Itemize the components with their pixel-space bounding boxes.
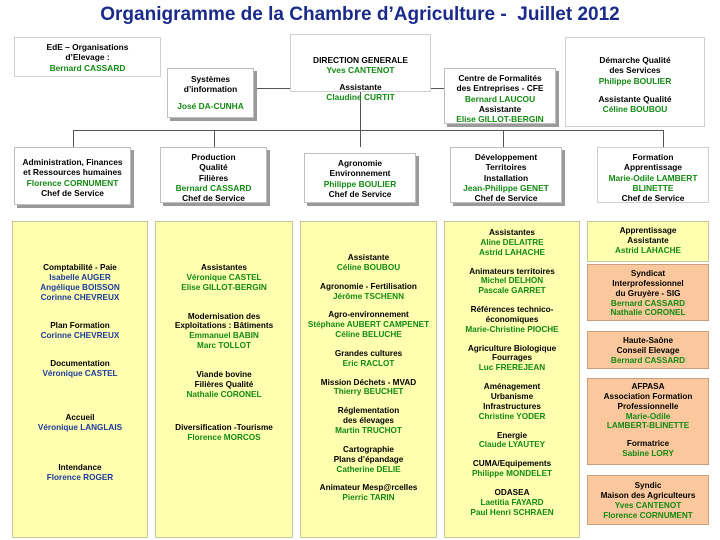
team-member: Emmanuel BABIN bbox=[189, 331, 259, 341]
cfe-name: Bernard LAUCOU bbox=[464, 93, 536, 104]
team-member: Florence MORCOS bbox=[187, 433, 261, 443]
systemes-information-box bbox=[167, 68, 254, 118]
team-title: Viande bovine bbox=[196, 369, 252, 379]
qualite-title: des Services bbox=[609, 65, 661, 76]
team-title: Plans d’épandage bbox=[333, 454, 404, 464]
team-member: LAMBERT-BLINETTE bbox=[606, 421, 690, 431]
team-fertilisation bbox=[303, 282, 434, 302]
team-mesparcelles bbox=[303, 483, 434, 503]
team-assistante bbox=[303, 253, 434, 273]
team-member: Luc FREREJEAN bbox=[478, 363, 546, 373]
team-title: Agriculture Biologique bbox=[467, 343, 557, 353]
team-member: Céline BOUBOU bbox=[336, 262, 401, 272]
service-title: Administration, Finances bbox=[22, 157, 123, 167]
team-title: Assistantes bbox=[201, 263, 247, 272]
service-administration-box bbox=[14, 147, 131, 205]
team-member: Corinne CHEVREUX bbox=[40, 292, 120, 302]
service-chief: Philippe BOULIER bbox=[323, 178, 397, 189]
service-role: Chef de Service bbox=[41, 187, 104, 198]
team-title: Exploitations : Bâtiments bbox=[174, 321, 274, 331]
ede-name: Bernard CASSARD bbox=[49, 62, 126, 73]
team-title: Syndicat bbox=[630, 269, 666, 278]
team-title: Intendance bbox=[58, 463, 102, 473]
service-agronomie-box bbox=[304, 153, 416, 203]
team-title: Professionnelle bbox=[617, 401, 679, 411]
team-grandes-cultures bbox=[303, 349, 434, 369]
team-member: Christine YODER bbox=[478, 411, 546, 421]
team-title: Assistante bbox=[347, 253, 390, 262]
team-member: Céline BELUCHE bbox=[335, 330, 402, 340]
team-title: Maison des Agriculteurs bbox=[600, 490, 696, 500]
direction-name: Yves CANTENOT bbox=[326, 65, 395, 76]
team-title: Accueil bbox=[65, 412, 95, 422]
team-agriculture-biologique bbox=[447, 344, 577, 374]
team-title: CUMA/Equipements bbox=[472, 459, 552, 469]
team-member: Angélique BOISSON bbox=[40, 282, 120, 292]
team-member: Aline DELAITRE bbox=[480, 237, 544, 247]
service-role: Chef de Service bbox=[474, 193, 538, 203]
team-title: économiques bbox=[485, 314, 539, 324]
team-member: Marie-Christine PIOCHE bbox=[465, 324, 559, 334]
service-title: Environnement bbox=[329, 168, 391, 179]
team-title: Conseil Elevage bbox=[616, 345, 680, 355]
service-developpement-box bbox=[450, 147, 562, 203]
team-member: Véronique CASTEL bbox=[186, 272, 262, 282]
team-member: Véronique LANGLAIS bbox=[37, 422, 123, 432]
team-member: Catherine DELIE bbox=[336, 464, 401, 474]
team-member: Philippe MONDELET bbox=[471, 469, 553, 479]
team-member: Bernard CASSARD bbox=[610, 298, 686, 308]
apprentissage-box bbox=[587, 221, 709, 262]
team-title: Urbanisme bbox=[490, 391, 534, 401]
team-title: Energie bbox=[496, 430, 528, 440]
team-title: Syndic bbox=[634, 481, 662, 490]
team-title: Mission Déchets - MVAD bbox=[320, 377, 417, 387]
cfe-box bbox=[444, 68, 556, 124]
administration-staff-column bbox=[12, 221, 148, 538]
team-title: Fourrages bbox=[491, 353, 533, 363]
production-staff-column bbox=[155, 221, 293, 538]
syndic-maison-agriculteurs-box bbox=[587, 475, 709, 525]
cfe-assistant: Elise GILLOT-BERGIN bbox=[456, 114, 544, 124]
team-member: Eric RACLOT bbox=[342, 358, 395, 368]
team-member: Paul Henri SCHRAEN bbox=[470, 507, 554, 517]
team-energie bbox=[447, 431, 577, 451]
cfe-title: Centre de Formalités bbox=[458, 73, 542, 83]
team-member: Astrid LAHACHE bbox=[479, 247, 545, 257]
team-member: Sabine LORY bbox=[622, 449, 674, 459]
team-member: Nathalie CORONEL bbox=[610, 308, 686, 318]
team-title: Animateurs territoires bbox=[469, 266, 555, 276]
team-title: du Gruyère - SIG bbox=[615, 288, 681, 298]
cfe-role: Assistante bbox=[478, 103, 522, 114]
direction-heading: DIRECTION GENERALE bbox=[313, 55, 408, 65]
connector-line bbox=[503, 130, 504, 147]
service-role: Chef de Service bbox=[328, 188, 392, 199]
service-title: Développement bbox=[474, 152, 538, 162]
team-comptabilite bbox=[15, 263, 145, 302]
team-assistantes bbox=[447, 228, 577, 258]
team-member: Pierric TARIN bbox=[342, 493, 395, 503]
ede-title: EdE – Organisations bbox=[46, 42, 129, 52]
team-member: Martin TRUCHOT bbox=[335, 425, 402, 435]
qualite-assistant: Céline BOUBOU bbox=[602, 104, 668, 114]
team-member: Laetitia FAYARD bbox=[480, 497, 544, 507]
team-member: Yves CANTENOT bbox=[614, 500, 682, 510]
team-modernisation bbox=[158, 312, 290, 351]
team-references bbox=[447, 305, 577, 335]
afpasa-box bbox=[587, 378, 709, 465]
team-member: Marie-Odile bbox=[625, 411, 671, 421]
cfe-title: des Entreprises - CFE bbox=[456, 83, 544, 94]
team-member: Michel DELHON bbox=[480, 276, 544, 286]
service-chief: Jean-Philippe GENET bbox=[463, 182, 549, 193]
team-diversification bbox=[158, 423, 290, 443]
team-animateurs-territoires bbox=[447, 267, 577, 297]
direction-role: Assistante bbox=[339, 81, 382, 92]
service-title: Qualité bbox=[199, 162, 228, 173]
team-agro-environnement bbox=[303, 310, 434, 340]
team-assistantes bbox=[158, 263, 290, 293]
qualite-role: Assistante Qualité bbox=[598, 93, 672, 104]
team-member: Pascale GARRET bbox=[478, 286, 546, 296]
direction-assistant: Claudine CURTIT bbox=[326, 91, 395, 102]
service-role: Chef de Service bbox=[182, 193, 245, 203]
team-member: Stéphane AUBERT CAMPENET bbox=[307, 320, 430, 330]
team-title: Aménagement bbox=[483, 382, 541, 392]
team-amenagement bbox=[447, 382, 577, 421]
developpement-staff-column bbox=[444, 221, 580, 538]
systemes-name: José DA-CUNHA bbox=[177, 100, 244, 111]
team-intendance bbox=[15, 463, 145, 483]
team-title: Modernisation des bbox=[187, 311, 261, 321]
connector-line bbox=[73, 130, 74, 147]
team-title: Association Formation bbox=[603, 391, 693, 401]
team-title: Animateur Mesp@rcelles bbox=[319, 483, 418, 493]
team-cartographie bbox=[303, 445, 434, 475]
team-plan-formation bbox=[15, 321, 145, 341]
team-title: AFPASA bbox=[631, 382, 665, 391]
team-title: Assistante bbox=[627, 235, 669, 245]
team-viande-bovine bbox=[158, 370, 290, 400]
haute-saone-box bbox=[587, 331, 709, 369]
demarche-qualite-box bbox=[565, 37, 705, 127]
direction-generale-box bbox=[290, 34, 431, 102]
team-member: Jérôme TSCHENN bbox=[333, 291, 404, 301]
team-member: Corinne CHEVREUX bbox=[40, 331, 120, 341]
team-mission-dechets bbox=[303, 378, 434, 398]
team-title: Réglementation bbox=[337, 406, 400, 416]
team-member: Bernard CASSARD bbox=[610, 355, 686, 365]
connector-line bbox=[214, 130, 215, 147]
team-title: Filières Qualité bbox=[194, 379, 254, 389]
team-title: Diversification -Tourisme bbox=[175, 423, 273, 433]
service-title: Apprentissage bbox=[623, 162, 683, 173]
service-title: et Ressources humaines bbox=[23, 167, 122, 178]
team-title: Formatrice bbox=[626, 439, 670, 449]
team-title: Infrastructures bbox=[483, 401, 541, 411]
team-title: Grandes cultures bbox=[334, 348, 403, 358]
team-title: Apprentissage bbox=[619, 226, 677, 235]
agronomie-staff-column bbox=[300, 221, 437, 538]
page-title: Organigramme de la Chambre d’Agriculture - Juillet 2012 bbox=[100, 4, 620, 25]
team-title: des élevages bbox=[343, 416, 394, 426]
syndicat-gruyere-box bbox=[587, 264, 709, 321]
service-title: Filières bbox=[198, 172, 229, 183]
team-member: Véronique CASTEL bbox=[42, 368, 118, 378]
ede-box bbox=[14, 37, 161, 77]
team-title: Agro-environnement bbox=[328, 310, 409, 320]
team-member: Claude LYAUTEY bbox=[478, 440, 546, 450]
team-title: Cartographie bbox=[343, 444, 394, 454]
connector-line bbox=[73, 130, 663, 131]
service-formation-box bbox=[597, 147, 709, 203]
team-title: Interprofessionnel bbox=[612, 278, 684, 288]
team-title: Références technico- bbox=[470, 305, 554, 315]
service-title: Formation bbox=[632, 152, 674, 162]
team-member: Isabelle AUGER bbox=[49, 272, 111, 282]
service-production-box bbox=[160, 147, 267, 203]
team-cuma bbox=[447, 459, 577, 479]
team-member: Astrid LAHACHE bbox=[615, 245, 681, 255]
team-reglementation bbox=[303, 406, 434, 436]
team-title: Agronomie - Fertilisation bbox=[320, 281, 417, 291]
team-title: Comptabilité - Paie bbox=[43, 263, 117, 272]
team-title: Plan Formation bbox=[50, 321, 110, 331]
service-role: Chef de Service bbox=[621, 193, 685, 203]
service-chief: Marie-Odile LAMBERT BLINETTE bbox=[608, 172, 698, 193]
team-member: Nathalie CORONEL bbox=[186, 389, 262, 399]
connector-line bbox=[360, 130, 361, 147]
ede-title: d’Elevage : bbox=[65, 52, 110, 63]
connector-line bbox=[663, 130, 664, 147]
team-member: Thierry BEUCHET bbox=[333, 387, 404, 397]
service-chief: Bernard CASSARD bbox=[175, 182, 252, 193]
service-title: Production bbox=[191, 152, 236, 162]
systemes-title: Systèmes bbox=[190, 74, 231, 84]
qualite-title: Démarche Qualité bbox=[599, 55, 671, 65]
team-member: Florence CORNUMENT bbox=[603, 510, 693, 520]
team-documentation bbox=[15, 359, 145, 379]
team-member: Florence ROGER bbox=[46, 473, 114, 483]
team-title: Assistantes bbox=[489, 228, 535, 237]
team-accueil bbox=[15, 413, 145, 433]
team-title: ODASEA bbox=[494, 487, 530, 497]
team-member: Marc TOLLOT bbox=[197, 341, 251, 351]
qualite-name: Philippe BOULIER bbox=[598, 75, 672, 86]
service-title: Territoires bbox=[485, 162, 527, 173]
service-chief: Florence CORNUMENT bbox=[26, 177, 119, 188]
service-title: Agronomie bbox=[337, 158, 383, 168]
team-member: Elise GILLOT-BERGIN bbox=[181, 282, 267, 292]
team-odasea bbox=[447, 488, 577, 518]
team-title: Documentation bbox=[50, 359, 110, 369]
service-title: Installation bbox=[483, 172, 529, 183]
systemes-title: d’information bbox=[183, 84, 238, 95]
team-title: Haute-Saône bbox=[622, 336, 674, 345]
